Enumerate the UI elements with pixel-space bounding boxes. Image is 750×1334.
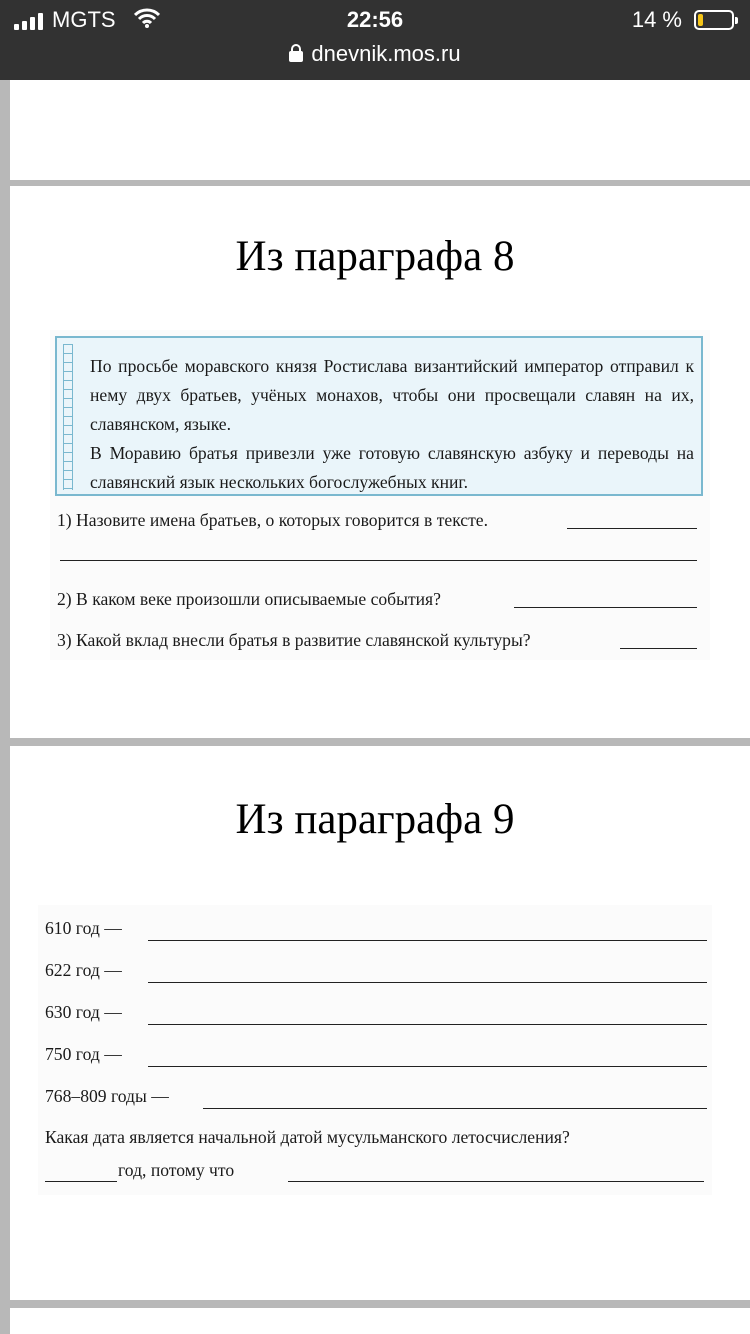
status-bar [0,0,750,40]
date-label: 630 год — [45,1002,122,1022]
decorative-squares [63,344,73,490]
date-label: 622 год — [45,960,122,980]
answer-line[interactable] [148,982,707,983]
lock-icon [289,51,303,62]
battery-icon [694,10,734,30]
answer-line[interactable] [45,1181,117,1182]
question-1: 1) Назовите имена братьев, о которых говорится в тексте. [57,510,489,530]
answer-line[interactable] [203,1108,707,1109]
textbook-scan [38,905,712,1195]
slide-previous [10,80,750,180]
info-paragraph: По просьбе моравского князя Ростислава византийский император отправил к нему двух братьев, учёных монахов, чтобы они просвещали славян на их, славянском, языке. [90,356,694,434]
answer-line[interactable] [620,648,697,649]
slide-next [10,1308,750,1334]
date-label: 750 год — [45,1044,122,1064]
answer-line[interactable] [60,560,697,561]
answer-line[interactable] [148,1024,707,1025]
question-date: Какая дата является начальной датой мусульманского летосчисления? [45,1127,570,1147]
question-3: 3) Какой вклад внесли братья в развитие славянской культуры? [57,630,531,650]
date-label: 768–809 годы — [45,1086,169,1106]
battery-percent: 14 % [631,7,682,32]
slide-title: Из параграфа 9 [235,796,515,843]
info-paragraph: В Моравию братья привезли уже готовую славянскую азбуку и переводы на славянский язык нескольких богослужебных книг. [90,443,694,492]
date-label: 610 год — [45,918,122,938]
info-text [90,352,694,497]
carrier-name: MGTS [52,7,116,32]
answer-suffix: год, потому что [118,1160,235,1180]
answer-line[interactable] [514,607,697,608]
slide-title: Из параграфа 8 [235,233,515,280]
url-text: dnevnik.mos.ru [311,41,461,66]
answer-line[interactable] [288,1181,704,1182]
address-bar[interactable] [0,40,750,70]
answer-line[interactable] [567,528,697,529]
answer-line[interactable] [148,940,707,941]
info-box [55,336,703,496]
battery-level [698,14,703,26]
answer-line[interactable] [148,1066,707,1067]
clock: 22:56 [346,7,404,32]
question-2: 2) В каком веке произошли описываемые события? [57,589,441,609]
top-bar [0,0,750,80]
